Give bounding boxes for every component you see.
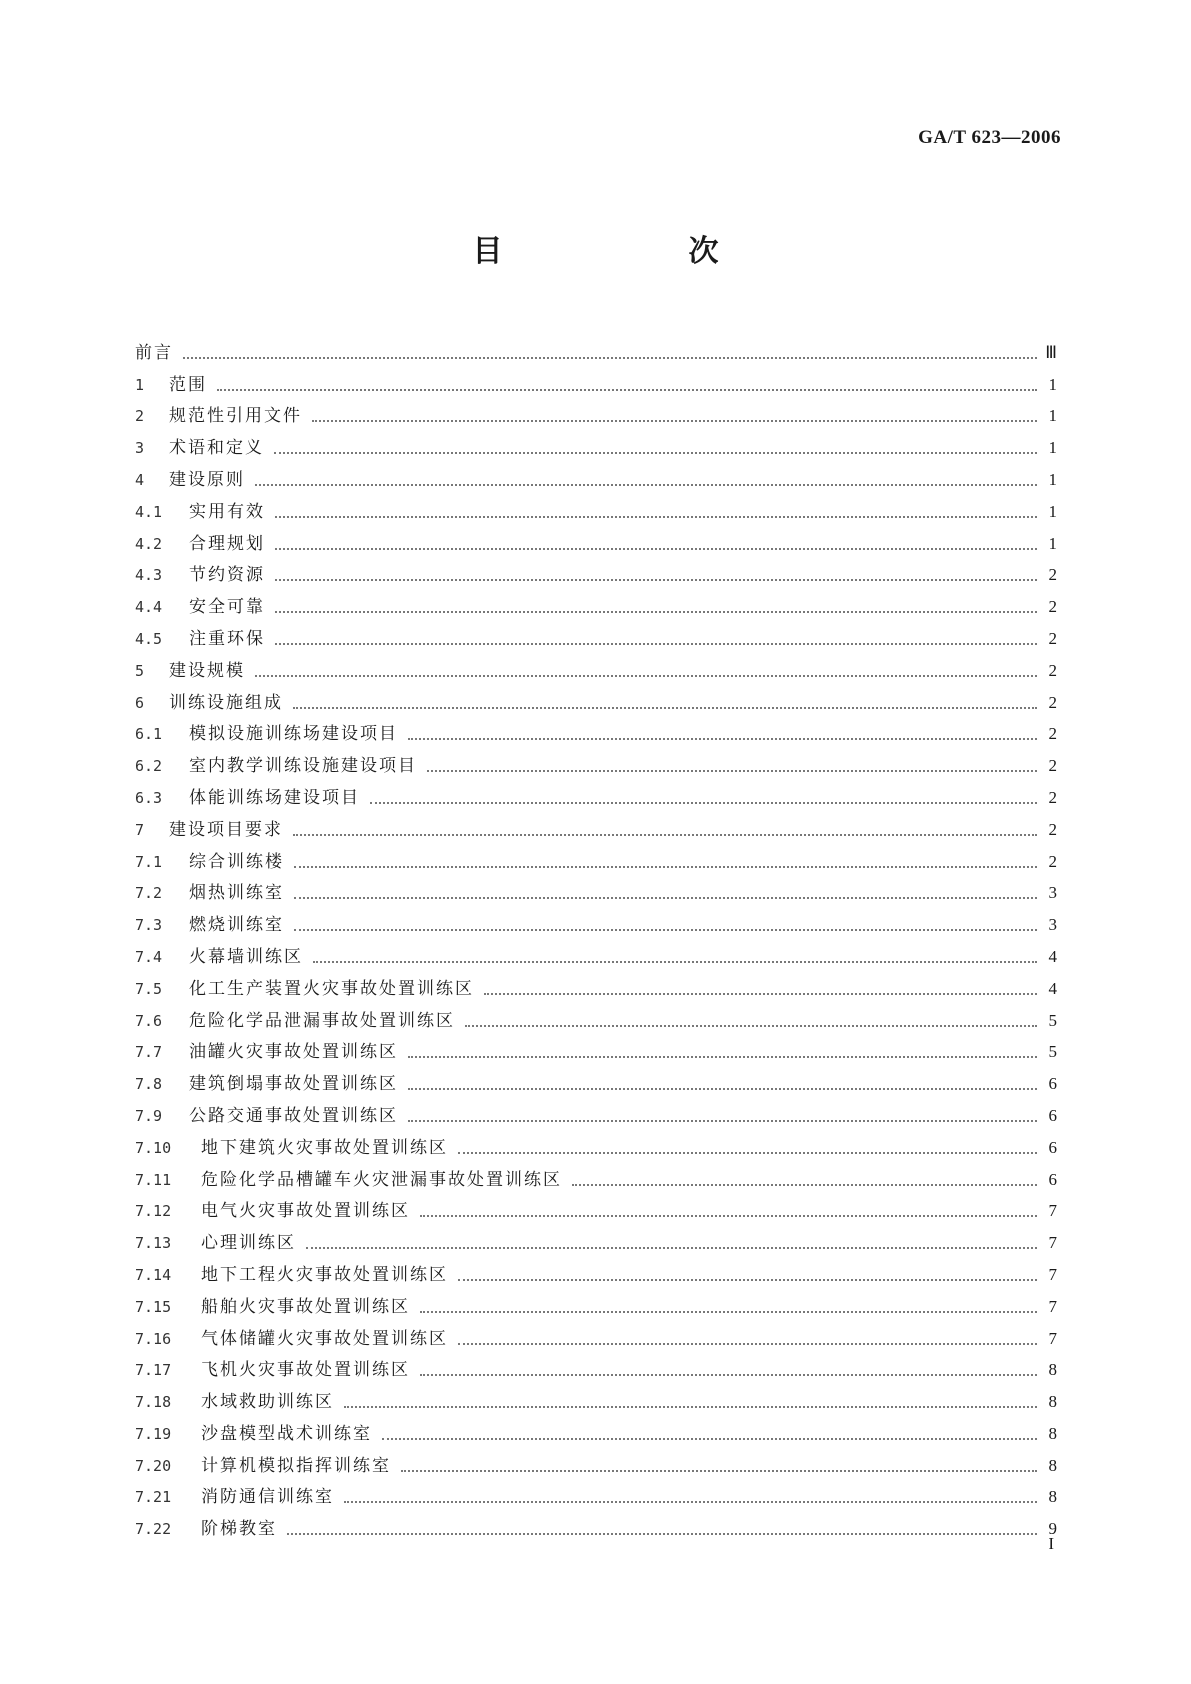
toc-entry[interactable] (135, 999, 1057, 1031)
toc-entry-page: 3 (1048, 883, 1057, 903)
table-of-contents (135, 331, 1057, 1539)
toc-entry-label: 危险化学品槽罐车火灾泄漏事故处置训练区 (201, 1169, 562, 1190)
dot-leader (408, 1042, 1037, 1058)
toc-entry-page: 3 (1048, 915, 1057, 935)
toc-entry-label: 计算机模拟指挥训练室 (201, 1455, 391, 1476)
toc-entry-page: 2 (1048, 851, 1057, 871)
toc-entry-page: 1 (1048, 374, 1057, 394)
toc-entry-number: 4.1 (135, 502, 163, 521)
toc-entry-label: 气体储罐火灾事故处置训练区 (201, 1328, 448, 1349)
toc-entry[interactable] (135, 681, 1057, 713)
toc-entry-number: 7.12 (135, 1202, 172, 1221)
toc-entry[interactable] (135, 426, 1057, 458)
toc-entry[interactable] (135, 1062, 1057, 1094)
toc-entry[interactable] (135, 363, 1057, 395)
toc-entry-number: 1 (135, 375, 145, 394)
toc-entry-page: 1 (1048, 438, 1057, 458)
toc-entry-number: 7.14 (135, 1265, 172, 1284)
toc-entry-page: 7 (1048, 1201, 1057, 1221)
toc-entry[interactable] (135, 713, 1057, 745)
toc-entry-page: 6 (1048, 1169, 1057, 1189)
toc-entry-number: 7.18 (135, 1393, 172, 1412)
toc-entry-label: 综合训练楼 (189, 851, 284, 872)
toc-entry-number: 7.15 (135, 1297, 172, 1316)
toc-entry[interactable] (135, 522, 1057, 554)
toc-entry-number: 7.19 (135, 1424, 172, 1443)
toc-entry-number: 7.3 (135, 916, 163, 935)
toc-entry-label: 范围 (169, 374, 207, 395)
toc-entry[interactable] (135, 617, 1057, 649)
toc-entry[interactable] (135, 808, 1057, 840)
dot-leader (420, 1201, 1037, 1217)
dot-leader (275, 502, 1037, 518)
dot-leader (484, 979, 1037, 995)
toc-entry-number: 7.1 (135, 852, 163, 871)
toc-entry[interactable] (135, 1317, 1057, 1349)
toc-entry[interactable] (135, 331, 1057, 363)
toc-entry-label: 油罐火灾事故处置训练区 (189, 1042, 398, 1063)
toc-entry-label: 阶梯教室 (201, 1519, 277, 1540)
dot-leader (274, 438, 1037, 454)
toc-entry-number: 6.2 (135, 757, 163, 776)
toc-entry-number: 4.5 (135, 629, 163, 648)
toc-entry[interactable] (135, 1444, 1057, 1476)
toc-entry-page: 7 (1048, 1328, 1057, 1348)
toc-entry-page: 1 (1048, 533, 1057, 553)
toc-entry-label: 实用有效 (189, 501, 265, 522)
toc-entry-number: 7.20 (135, 1456, 172, 1475)
toc-entry[interactable] (135, 1476, 1057, 1508)
toc-entry-page: 5 (1048, 1042, 1057, 1062)
dot-leader (427, 756, 1037, 772)
toc-entry[interactable] (135, 554, 1057, 586)
toc-entry-label: 心理训练区 (201, 1233, 296, 1254)
toc-entry-page: 2 (1048, 565, 1057, 585)
toc-entry-label: 前言 (135, 342, 173, 363)
toc-entry-page: 7 (1048, 1296, 1057, 1316)
toc-entry-number: 7.9 (135, 1106, 163, 1125)
dot-leader (293, 693, 1037, 709)
standard-code: GA/T 623—2006 (918, 127, 1061, 148)
toc-entry[interactable] (135, 458, 1057, 490)
dot-leader (294, 852, 1037, 868)
toc-entry-label: 建设规模 (169, 660, 245, 681)
toc-entry-label: 规范性引用文件 (169, 406, 302, 427)
toc-entry-number: 7.6 (135, 1011, 163, 1030)
toc-entry-number: 4.3 (135, 566, 163, 585)
toc-entry-page: 1 (1048, 406, 1057, 426)
toc-entry-number: 7.17 (135, 1361, 172, 1380)
toc-entry-label: 沙盘模型战术训练室 (201, 1423, 372, 1444)
toc-entry-number: 4 (135, 470, 145, 489)
toc-entry-page: 8 (1048, 1423, 1057, 1443)
toc-entry-number: 7 (135, 820, 145, 839)
toc-entry-page: 2 (1048, 724, 1057, 744)
toc-entry[interactable] (135, 744, 1057, 776)
toc-entry-label: 电气火灾事故处置训练区 (201, 1201, 410, 1222)
toc-entry-label: 室内教学训练设施建设项目 (189, 756, 417, 777)
toc-entry[interactable] (135, 1158, 1057, 1190)
toc-entry-number: 4.2 (135, 534, 163, 553)
toc-entry[interactable] (135, 1412, 1057, 1444)
toc-entry-number: 4.4 (135, 598, 163, 617)
toc-entry[interactable] (135, 935, 1057, 967)
dot-leader (408, 1106, 1037, 1122)
toc-entry[interactable] (135, 1507, 1057, 1539)
toc-entry[interactable] (135, 840, 1057, 872)
toc-entry-label: 地下工程火灾事故处置训练区 (201, 1264, 448, 1285)
toc-entry-page: 4 (1048, 978, 1057, 998)
toc-entry-number: 7.21 (135, 1488, 172, 1507)
toc-entry-page: 5 (1048, 1010, 1057, 1030)
toc-entry-page: Ⅲ (1045, 342, 1057, 362)
dot-leader (275, 565, 1037, 581)
toc-entry-label: 烟热训练室 (189, 883, 284, 904)
toc-entry-number: 7.7 (135, 1043, 163, 1062)
toc-entry-number: 7.22 (135, 1520, 172, 1539)
toc-entry-label: 体能训练场建设项目 (189, 787, 360, 808)
toc-entry-page: 2 (1048, 819, 1057, 839)
toc-entry[interactable] (135, 1094, 1057, 1126)
dot-leader (408, 1074, 1037, 1090)
toc-entry-number: 6 (135, 693, 145, 712)
dot-leader (382, 1424, 1037, 1440)
toc-entry-page: 2 (1048, 660, 1057, 680)
toc-entry-page: 1 (1048, 501, 1057, 521)
toc-entry[interactable] (135, 872, 1057, 904)
toc-entry-label: 注重环保 (189, 628, 265, 649)
toc-entry-label: 化工生产装置火灾事故处置训练区 (189, 978, 474, 999)
toc-entry[interactable] (135, 1285, 1057, 1317)
toc-entry-label: 消防通信训练室 (201, 1487, 334, 1508)
toc-entry-label: 建筑倒塌事故处置训练区 (189, 1074, 398, 1095)
toc-entry-number: 7.8 (135, 1075, 163, 1094)
toc-entry-label: 水域救助训练区 (201, 1392, 334, 1413)
toc-entry-number: 7.16 (135, 1329, 172, 1348)
toc-entry-number: 5 (135, 661, 145, 680)
dot-leader (312, 406, 1037, 422)
dot-leader (370, 788, 1037, 804)
toc-entry-page: 6 (1048, 1137, 1057, 1157)
toc-entry-label: 公路交通事故处置训练区 (189, 1105, 398, 1126)
dot-leader (255, 661, 1037, 677)
dot-leader (420, 1297, 1037, 1313)
dot-leader (420, 1360, 1037, 1376)
dot-leader (217, 375, 1037, 391)
dot-leader (465, 1011, 1037, 1027)
toc-entry-label: 飞机火灾事故处置训练区 (201, 1360, 410, 1381)
toc-entry-page: 6 (1048, 1105, 1057, 1125)
dot-leader (287, 1519, 1037, 1535)
toc-entry[interactable] (135, 1349, 1057, 1381)
toc-entry-page: 8 (1048, 1455, 1057, 1475)
dot-leader (306, 1233, 1037, 1249)
page-title: 目 次 (472, 234, 797, 269)
dot-leader (294, 915, 1037, 931)
toc-entry[interactable] (135, 967, 1057, 999)
toc-entry-label: 燃烧训练室 (189, 915, 284, 936)
toc-entry-page: 9 (1048, 1519, 1057, 1539)
toc-entry-number: 7.13 (135, 1234, 172, 1253)
toc-entry-page: 8 (1048, 1360, 1057, 1380)
toc-entry-number: 7.10 (135, 1138, 172, 1157)
page-number: I (1048, 1534, 1054, 1553)
toc-entry[interactable] (135, 1031, 1057, 1063)
toc-entry-label: 建设项目要求 (169, 819, 283, 840)
dot-leader (275, 534, 1037, 550)
toc-entry-number: 7.11 (135, 1170, 172, 1189)
toc-entry[interactable] (135, 1126, 1057, 1158)
toc-entry-page: 7 (1048, 1233, 1057, 1253)
toc-entry-page: 6 (1048, 1074, 1057, 1094)
toc-entry-label: 术语和定义 (169, 438, 264, 459)
toc-entry-label: 火幕墙训练区 (189, 946, 303, 967)
toc-entry[interactable] (135, 1380, 1057, 1412)
toc-entry-page: 1 (1048, 469, 1057, 489)
dot-leader (572, 1170, 1037, 1186)
toc-entry-number: 3 (135, 439, 145, 458)
dot-leader (458, 1329, 1037, 1345)
dot-leader (458, 1138, 1037, 1154)
dot-leader (313, 947, 1037, 963)
dot-leader (293, 820, 1037, 836)
toc-entry[interactable] (135, 903, 1057, 935)
toc-entry-label: 建设原则 (169, 469, 245, 490)
toc-entry[interactable] (135, 395, 1057, 427)
toc-entry-label: 地下建筑火灾事故处置训练区 (201, 1137, 448, 1158)
toc-entry-page: 2 (1048, 787, 1057, 807)
toc-entry[interactable] (135, 490, 1057, 522)
dot-leader (408, 724, 1037, 740)
toc-entry-label: 船舶火灾事故处置训练区 (201, 1296, 410, 1317)
toc-entry-page: 8 (1048, 1487, 1057, 1507)
dot-leader (255, 470, 1037, 486)
toc-entry-page: 2 (1048, 692, 1057, 712)
toc-entry[interactable] (135, 1253, 1057, 1285)
toc-entry-page: 4 (1048, 946, 1057, 966)
dot-leader (458, 1265, 1037, 1281)
toc-entry-number: 7.2 (135, 884, 163, 903)
toc-entry-page: 2 (1048, 628, 1057, 648)
dot-leader (344, 1487, 1037, 1503)
dot-leader (401, 1456, 1037, 1472)
toc-entry-label: 节约资源 (189, 565, 265, 586)
toc-entry[interactable] (135, 1190, 1057, 1222)
toc-entry-number: 6.1 (135, 725, 163, 744)
toc-entry[interactable] (135, 1221, 1057, 1253)
toc-entry-label: 模拟设施训练场建设项目 (189, 724, 398, 745)
toc-entry-label: 训练设施组成 (169, 692, 283, 713)
toc-entry-label: 危险化学品泄漏事故处置训练区 (189, 1010, 455, 1031)
toc-entry-page: 7 (1048, 1264, 1057, 1284)
toc-entry-label: 合理规划 (189, 533, 265, 554)
toc-entry[interactable] (135, 776, 1057, 808)
toc-entry-page: 2 (1048, 756, 1057, 776)
dot-leader (344, 1392, 1037, 1408)
dot-leader (275, 629, 1037, 645)
toc-entry[interactable] (135, 649, 1057, 681)
toc-entry-number: 7.4 (135, 947, 163, 966)
dot-leader (294, 883, 1037, 899)
dot-leader (183, 343, 1037, 359)
toc-entry-label: 安全可靠 (189, 597, 265, 618)
toc-entry-number: 2 (135, 407, 145, 426)
dot-leader (275, 597, 1037, 613)
toc-entry-page: 8 (1048, 1392, 1057, 1412)
toc-entry[interactable] (135, 585, 1057, 617)
toc-entry-number: 6.3 (135, 788, 163, 807)
toc-entry-number: 7.5 (135, 979, 163, 998)
toc-entry-page: 2 (1048, 597, 1057, 617)
